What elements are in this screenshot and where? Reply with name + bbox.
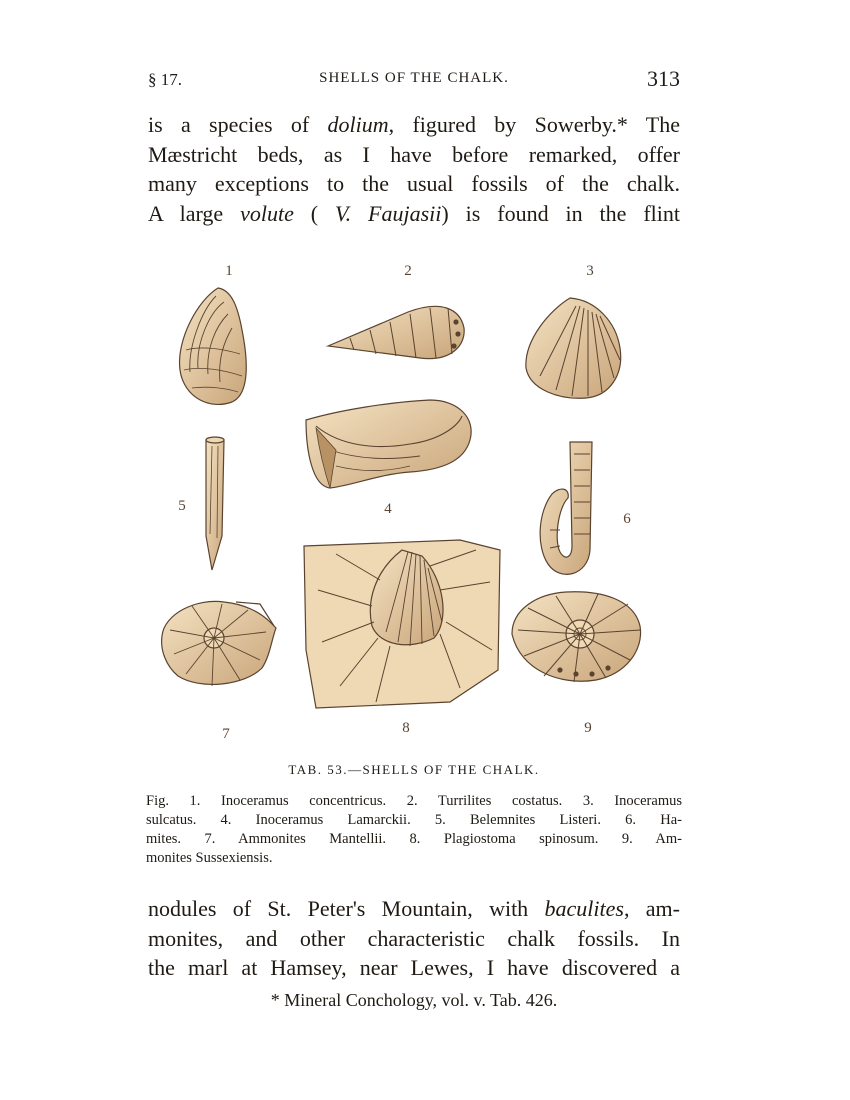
legend-line: monites Sussexiensis. [146, 850, 273, 866]
body-paragraph-top [148, 110, 680, 228]
fossil-plate [140, 250, 700, 750]
text-line: monites, and other characteristic chalk fossils. In [148, 925, 680, 951]
page-number: 313 [647, 66, 680, 91]
legend-line: mites. 7. Ammonites Mantellii. 8. Plagiostoma spinosum. 9. Am- [146, 831, 682, 847]
plate-title: TAB. 53.—SHELLS OF THE CHALK. [288, 762, 540, 777]
fossil-figure-7 [162, 601, 276, 686]
fossil-figure-8 [304, 540, 500, 708]
text-line: many exceptions to the usual fossils of the chalk. [148, 171, 680, 196]
figure-number-8: 8 [402, 720, 410, 736]
figure-number-3: 3 [586, 263, 594, 279]
text-line: A large volute ( V. Faujasii) is found in the flint [148, 200, 680, 226]
footnote: * Mineral Conchology, vol. v. Tab. 426. [270, 990, 558, 1010]
fossil-figure-3 [526, 298, 621, 398]
legend-line: sulcatus. 4. Inoceramus Lamarckii. 5. Belemnites Listeri. 6. Ha- [146, 812, 682, 828]
figure-number-1: 1 [225, 263, 233, 279]
text-line: is a species of dolium, figured by Sowerby.* The [148, 112, 681, 137]
running-title: SHELLS OF THE CHALK. [319, 70, 509, 86]
fossil-figure-2 [328, 306, 464, 358]
figure-number-7: 7 [222, 726, 230, 742]
legend-line: Fig. 1. Inoceramus concentricus. 2. Turrilites costatus. 3. Inoceramus [146, 793, 682, 809]
figure-number-9: 9 [584, 720, 592, 736]
figure-legend [146, 792, 682, 868]
running-header [148, 68, 680, 94]
fossil-figure-6 [540, 442, 592, 574]
figure-number-4: 4 [384, 501, 392, 517]
text-line: the marl at Hamsey, near Lewes, I have discovered a [148, 955, 680, 980]
fossil-figure-4 [306, 400, 471, 488]
text-line: Mæstricht beds, as I have before remarked, offer [148, 141, 680, 167]
body-paragraph-bottom [148, 894, 680, 983]
figure-number-2: 2 [404, 263, 412, 279]
fossil-figure-5 [206, 437, 224, 570]
figure-number-5: 5 [178, 498, 186, 514]
fossil-figure-9 [512, 592, 641, 682]
plate-illustration [140, 250, 700, 750]
section-number: § 17. [148, 70, 182, 89]
fossil-figure-1 [180, 288, 247, 404]
figure-number-6: 6 [623, 511, 631, 527]
text-line: nodules of St. Peter's Mountain, with baculites, am- [148, 896, 680, 921]
